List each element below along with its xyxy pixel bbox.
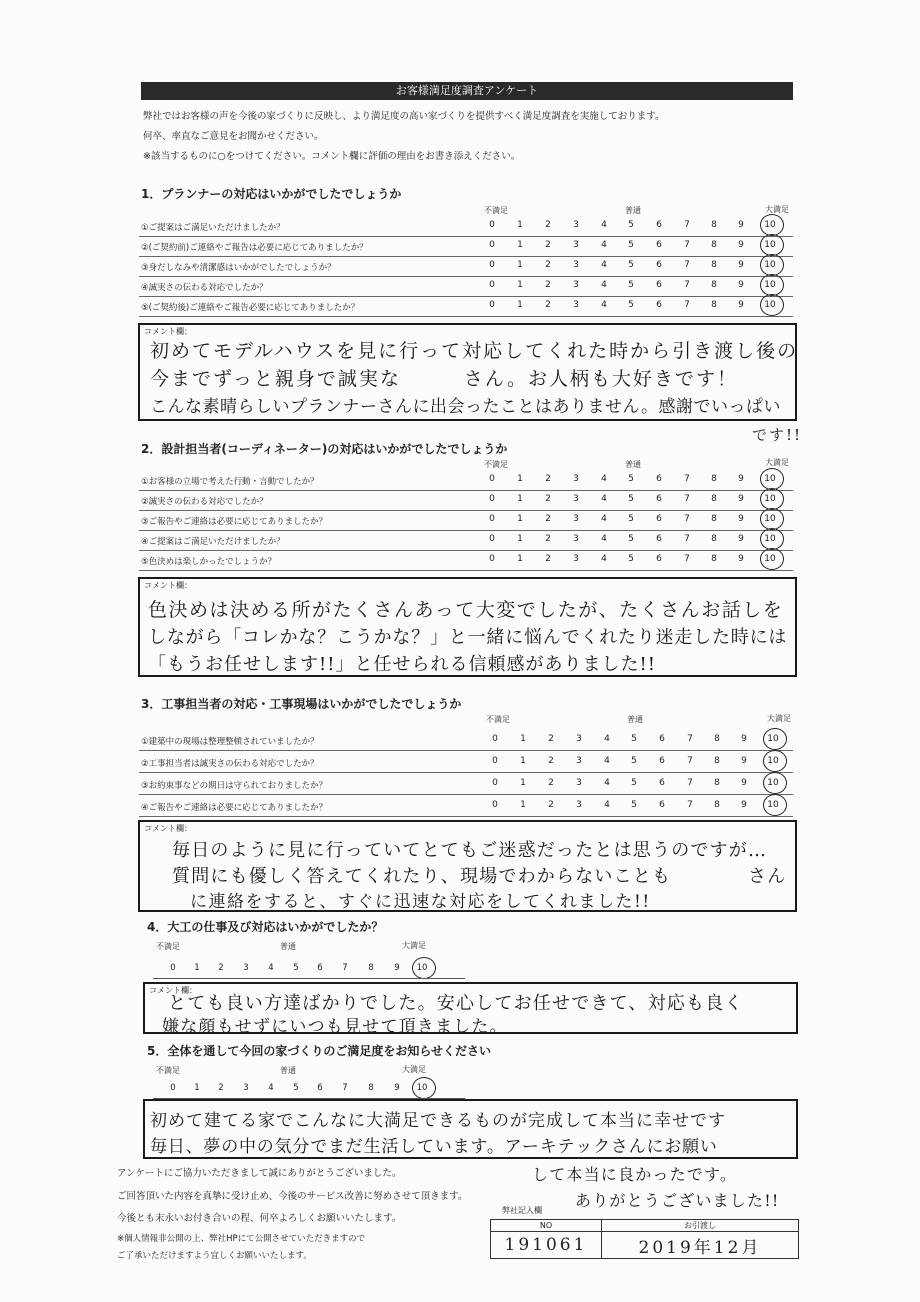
question-text: ④ご報告やご連絡は必要に応じてありましたか？ <box>141 803 328 813</box>
scale-number[interactable]: 8 <box>711 474 717 484</box>
scale-number[interactable]: 9 <box>738 220 744 230</box>
selected-score-circle <box>763 772 787 794</box>
scale-number[interactable]: 4 <box>604 800 610 810</box>
handwritten-comment: 嫌な顔もせずにいつも見せて頂きました。 <box>162 1017 508 1037</box>
scale-number[interactable]: 2 <box>545 300 551 310</box>
scale-number[interactable]: 0 <box>489 554 495 564</box>
scale-number[interactable]: 3 <box>573 534 579 544</box>
scale-number[interactable]: 9 <box>738 514 744 524</box>
scale-number[interactable]: 8 <box>714 778 720 788</box>
scale-high-label: 大満足 <box>765 205 789 214</box>
scale-number[interactable]: 7 <box>342 1083 348 1093</box>
handwritten-comment: 初めてモデルハウスを見に行って対応してくれた時から引き渡し後の <box>150 340 799 362</box>
scale-number[interactable]: 0 <box>489 300 495 310</box>
footer-note-1: ※個人情報非公開の上、弊社HPにて公開させていただきますので <box>117 1234 366 1244</box>
scale-number[interactable]: 4 <box>601 494 607 504</box>
scale-number[interactable]: 5 <box>293 1083 299 1093</box>
question-text: ③ご報告やご連絡は必要に応じてありましたか？ <box>141 517 328 527</box>
scale-number[interactable]: 2 <box>548 756 554 766</box>
question-text: ②(ご契約前)ご連絡やご報告は必要に応じてありましたか？ <box>141 243 368 253</box>
scale-number[interactable]: 7 <box>684 280 690 290</box>
intro-line-1: 弊社ではお客様の声を今後の家づくりに反映し、より満足度の高い家づくりを提供すべく満足度調査を実施しております。 <box>143 111 665 122</box>
scale-number[interactable]: 6 <box>659 778 665 788</box>
scale-number[interactable]: 1 <box>517 220 523 230</box>
scale-number[interactable]: 2 <box>548 800 554 810</box>
scale-number[interactable]: 3 <box>576 734 582 744</box>
scale-number[interactable]: 7 <box>687 756 693 766</box>
question-row <box>139 774 793 795</box>
scale-number[interactable]: 6 <box>656 220 662 230</box>
scale-number[interactable]: 7 <box>687 778 693 788</box>
handwritten-comment: 色決めは決める所がたくさんあって大変でしたが、たくさんお話しを <box>148 599 784 621</box>
scale-number[interactable]: 5 <box>628 494 634 504</box>
scale-number[interactable]: 4 <box>604 756 610 766</box>
scale-number[interactable]: 0 <box>492 734 498 744</box>
scale-number[interactable]: 5 <box>631 800 637 810</box>
scale-number[interactable]: 1 <box>517 260 523 270</box>
scale-number[interactable]: 8 <box>711 300 717 310</box>
scale-number[interactable]: 8 <box>714 800 720 810</box>
footer-note-2: ご了承いただけますよう宜しくお願いいたします。 <box>117 1251 312 1261</box>
scale-number[interactable]: 0 <box>492 778 498 788</box>
scale-number[interactable]: 3 <box>576 778 582 788</box>
scale-number[interactable]: 10 <box>416 1083 428 1093</box>
scale-number[interactable]: 2 <box>545 220 551 230</box>
scale-number[interactable]: 4 <box>601 220 607 230</box>
scale-number[interactable]: 3 <box>573 280 579 290</box>
footer-line-2: ご回答頂いた内容を真摯に受け止め、今後のサービス改善に努めさせて頂きます。 <box>117 1191 468 1202</box>
scale-low-label: 不満足 <box>156 942 180 951</box>
selected-score-circle <box>412 957 436 979</box>
question-text: ①ご提案はご満足いただけましたか？ <box>141 223 285 233</box>
question-row <box>139 550 793 571</box>
selected-score-circle <box>763 728 787 750</box>
scale-mid-label: 普通 <box>625 460 641 469</box>
scale-number[interactable]: 5 <box>628 220 634 230</box>
scale-number[interactable]: 3 <box>573 554 579 564</box>
scale-number[interactable]: 0 <box>492 800 498 810</box>
scale-number[interactable]: 5 <box>628 474 634 484</box>
scale-mid-label: 普通 <box>280 942 296 951</box>
scale-number[interactable]: 10 <box>764 280 776 290</box>
handwritten-comment: 質問にも優しく答えてくれたり、現場でわからないことも さん <box>172 866 787 887</box>
scale-number[interactable]: 3 <box>573 220 579 230</box>
scale-number[interactable]: 8 <box>711 534 717 544</box>
selected-score-circle <box>760 528 784 550</box>
scale-number[interactable]: 7 <box>687 800 693 810</box>
scale-number[interactable]: 7 <box>684 534 690 544</box>
scale-number[interactable]: 6 <box>656 474 662 484</box>
scale-number[interactable]: 2 <box>545 240 551 250</box>
scale-number[interactable]: 1 <box>520 800 526 810</box>
scale-number[interactable]: 2 <box>545 280 551 290</box>
office-use-table <box>490 1219 799 1259</box>
question-row <box>139 470 793 491</box>
office-box-label: 弊社記入欄 <box>502 1206 542 1215</box>
scale-number[interactable]: 4 <box>601 300 607 310</box>
delivery-header: お引渡し <box>602 1220 799 1232</box>
scale-number[interactable]: 6 <box>656 494 662 504</box>
scale-number[interactable]: 2 <box>218 963 224 973</box>
scale-number[interactable]: 9 <box>741 756 747 766</box>
scale-mid-label: 普通 <box>280 1066 296 1075</box>
scale-number[interactable]: 5 <box>293 963 299 973</box>
scale-number[interactable]: 1 <box>520 778 526 788</box>
scale-number[interactable]: 4 <box>268 963 274 973</box>
scale-number[interactable]: 3 <box>573 494 579 504</box>
scale-number[interactable]: 1 <box>194 963 200 973</box>
handwritten-comment: しながら「コレかな？こうかな？」と一緒に悩んでくれたり迷走した時には <box>148 627 788 648</box>
scale-number[interactable]: 2 <box>548 778 554 788</box>
scale-number[interactable]: 0 <box>170 963 176 973</box>
scale-number[interactable]: 2 <box>545 514 551 524</box>
selected-score-circle <box>760 548 784 570</box>
scale-low-label: 不満足 <box>484 206 508 215</box>
scale-number[interactable]: 10 <box>764 300 776 310</box>
scale-number[interactable]: 9 <box>738 474 744 484</box>
scale-number[interactable]: 10 <box>764 260 776 270</box>
question-text: ④誠実さの伝わる対応でしたか？ <box>141 283 268 293</box>
scale-number[interactable]: 5 <box>628 554 634 564</box>
scale-number[interactable]: 0 <box>489 514 495 524</box>
selected-score-circle <box>760 508 784 530</box>
scale-mid-label: 普通 <box>627 715 643 724</box>
scale-number[interactable]: 10 <box>767 734 779 744</box>
handwritten-comment: 「もうお任せします!!」と任せられる信頼感がありました!! <box>148 654 656 675</box>
question-row <box>139 296 793 317</box>
scale-number[interactable]: 3 <box>243 1083 249 1093</box>
comment-label: コメント欄： <box>149 986 197 995</box>
scale-number[interactable]: 8 <box>711 514 717 524</box>
scale-number[interactable]: 9 <box>738 240 744 250</box>
scale-number[interactable]: 8 <box>714 756 720 766</box>
question-text: ③身だしなみや清潔感はいかがでしたでしょうか？ <box>141 263 336 273</box>
question-row <box>139 752 793 773</box>
scale-number[interactable]: 4 <box>601 474 607 484</box>
scale-number[interactable]: 0 <box>489 280 495 290</box>
scale-number[interactable]: 6 <box>317 1083 323 1093</box>
question-text: ③お約束事などの期日は守られておりましたか？ <box>141 781 328 791</box>
scale-number[interactable]: 6 <box>659 734 665 744</box>
scale-number[interactable]: 6 <box>656 300 662 310</box>
scale-number[interactable]: 1 <box>520 734 526 744</box>
question-row <box>139 490 793 511</box>
selected-score-circle <box>760 488 784 510</box>
scale-number[interactable]: 5 <box>628 300 634 310</box>
comment-label: コメント欄： <box>144 581 192 590</box>
scale-high-label: 大満足 <box>767 714 791 723</box>
selected-score-circle <box>760 214 784 236</box>
question-row <box>139 256 793 277</box>
scale-number[interactable]: 9 <box>741 734 747 744</box>
scale-number[interactable]: 8 <box>711 280 717 290</box>
no-header: NO <box>491 1220 602 1232</box>
comment-label: コメント欄： <box>144 327 192 336</box>
scale-number[interactable]: 1 <box>517 554 523 564</box>
handwritten-comment: 毎日のように見に行っていてとてもご迷惑だったとは思うのですが… <box>172 840 768 861</box>
selected-score-circle <box>760 274 784 296</box>
scale-number[interactable]: 9 <box>738 300 744 310</box>
scale-number[interactable]: 3 <box>573 474 579 484</box>
scale-number[interactable]: 8 <box>711 260 717 270</box>
scale-number[interactable]: 1 <box>520 756 526 766</box>
scale-number[interactable]: 10 <box>767 756 779 766</box>
scale-number[interactable]: 0 <box>489 494 495 504</box>
scale-number[interactable]: 9 <box>738 554 744 564</box>
scale-number[interactable]: 7 <box>684 240 690 250</box>
scale-number[interactable]: 7 <box>687 734 693 744</box>
scale-number[interactable]: 4 <box>601 514 607 524</box>
scale-high-label: 大満足 <box>765 458 789 467</box>
scale-number[interactable]: 4 <box>604 778 610 788</box>
scale-number[interactable]: 2 <box>545 474 551 484</box>
selected-score-circle <box>760 294 784 316</box>
handwritten-comment: とても良い方達ばかりでした。安心してお任せできて、対応も良く <box>168 993 744 1014</box>
scale-number[interactable]: 0 <box>489 260 495 270</box>
scale-number[interactable]: 0 <box>489 534 495 544</box>
scale-number[interactable]: 1 <box>517 300 523 310</box>
question-text: ①お客様の立場で考えた行動・言動でしたか？ <box>141 477 319 487</box>
intro-line-2: 何卒、率直なご意見をお聞かせください。 <box>143 131 324 142</box>
scale-number[interactable]: 5 <box>631 756 637 766</box>
scale-number[interactable]: 10 <box>764 494 776 504</box>
scale-low-label: 不満足 <box>484 460 508 469</box>
question-row <box>139 216 793 237</box>
scale-number[interactable]: 7 <box>684 514 690 524</box>
scale-number[interactable]: 8 <box>711 240 717 250</box>
scale-number[interactable]: 6 <box>659 800 665 810</box>
section-5-heading: 5．全体を通して今回の家づくりのご満足度をお知らせください <box>147 1044 491 1058</box>
scale-number[interactable]: 0 <box>492 756 498 766</box>
scale-number[interactable]: 2 <box>548 734 554 744</box>
delivery-date-value: 2019年12月 <box>602 1232 799 1259</box>
scale-number[interactable]: 3 <box>573 240 579 250</box>
selected-score-circle <box>760 468 784 490</box>
scale-mid-label: 普通 <box>625 206 641 215</box>
scale-number[interactable]: 1 <box>517 240 523 250</box>
scale-number[interactable]: 4 <box>601 260 607 270</box>
handwritten-comment: に連絡をすると、すぐに迅速な対応をしてくれました!! <box>190 892 651 912</box>
scale-number[interactable]: 10 <box>416 963 428 973</box>
scale-number[interactable]: 6 <box>656 260 662 270</box>
scale-number[interactable]: 3 <box>573 260 579 270</box>
question-text: ⑤色決めは楽しかったでしょうか？ <box>141 557 277 567</box>
scale-number[interactable]: 2 <box>218 1083 224 1093</box>
scale-number[interactable]: 3 <box>576 800 582 810</box>
scale-number[interactable]: 4 <box>601 280 607 290</box>
scale-number[interactable]: 10 <box>767 778 779 788</box>
footer-line-3: 今後とも末永いお付き合いの程、何卒よろしくお願いいたします。 <box>117 1213 402 1224</box>
section-3-heading: 3．工事担当者の対応・工事現場はいかがでしたでしょうか <box>141 697 462 711</box>
scale-number[interactable]: 0 <box>489 474 495 484</box>
section-2-heading: 2．設計担当者(コーディネーター)の対応はいかがでしたでしょうか <box>141 442 508 456</box>
scale-number[interactable]: 9 <box>741 778 747 788</box>
selected-score-circle <box>763 794 787 816</box>
scale-number[interactable]: 1 <box>517 534 523 544</box>
scale-number[interactable]: 7 <box>684 260 690 270</box>
scale-number[interactable]: 4 <box>268 1083 274 1093</box>
footer-line-1: アンケートにご協力いただきまして誠にありがとうございました。 <box>117 1168 402 1179</box>
no-value: 191061 <box>491 1232 602 1259</box>
scale-number[interactable]: 6 <box>656 514 662 524</box>
scale-number[interactable]: 4 <box>601 534 607 544</box>
scale-high-label: 大満足 <box>402 941 426 950</box>
scale-number[interactable]: 2 <box>545 494 551 504</box>
scale-number[interactable]: 5 <box>631 778 637 788</box>
scale-number[interactable]: 10 <box>764 474 776 484</box>
handwritten-comment: して本当に良かったです。 <box>532 1165 738 1184</box>
scale-number[interactable]: 8 <box>711 554 717 564</box>
question-text: ④ご提案はご満足いただけましたか？ <box>141 537 285 547</box>
scale-number[interactable]: 8 <box>368 963 374 973</box>
scale-number[interactable]: 7 <box>684 474 690 484</box>
scale-number[interactable]: 6 <box>659 756 665 766</box>
scale-number[interactable]: 1 <box>517 494 523 504</box>
scale-number[interactable]: 9 <box>394 963 400 973</box>
handwritten-comment: 毎日、夢の中の気分でまだ生活しています。アーキテックさんにお願い <box>150 1137 718 1157</box>
scale-number[interactable]: 0 <box>170 1083 176 1093</box>
scale-number[interactable]: 7 <box>684 494 690 504</box>
scale-number[interactable]: 10 <box>767 800 779 810</box>
selected-score-circle <box>412 1077 436 1099</box>
scale-number[interactable]: 2 <box>545 534 551 544</box>
scale-number[interactable]: 3 <box>573 300 579 310</box>
question-text: ①建築中の現場は整理整頓されていましたか？ <box>141 737 319 747</box>
scale-number[interactable]: 9 <box>738 494 744 504</box>
handwritten-comment: 初めて建てる家でこんなに大満足できるものが完成して本当に幸せです <box>150 1111 726 1131</box>
scale-number[interactable]: 3 <box>573 514 579 524</box>
scale-number[interactable]: 9 <box>738 534 744 544</box>
handwritten-comment: 今までずっと親身で誠実な さん。お人柄も大好きです！ <box>150 368 739 390</box>
scale-number[interactable]: 1 <box>194 1083 200 1093</box>
survey-title: お客様満足度調査アンケート <box>141 82 793 100</box>
scale-number[interactable]: 2 <box>545 260 551 270</box>
section-4-heading: 4．大工の仕事及び対応はいかがでしたか？ <box>147 920 384 934</box>
selected-score-circle <box>760 254 784 276</box>
selected-score-circle <box>760 234 784 256</box>
question-text: ②工事担当者は誠実さの伝わる対応でしたか？ <box>141 759 319 769</box>
handwritten-comment: こんな素晴らしいプランナーさんに出会ったことはありません。感謝でいっぱい <box>150 397 782 417</box>
scale-number[interactable]: 9 <box>738 260 744 270</box>
question-row <box>139 510 793 531</box>
scale-number[interactable]: 8 <box>711 220 717 230</box>
scale-number[interactable]: 9 <box>741 800 747 810</box>
scale-number[interactable]: 6 <box>656 554 662 564</box>
scale-number[interactable]: 10 <box>764 240 776 250</box>
scale-number[interactable]: 10 <box>764 534 776 544</box>
scale-number[interactable]: 3 <box>243 963 249 973</box>
scale-low-label: 不満足 <box>156 1066 180 1075</box>
scale-number[interactable]: 5 <box>628 280 634 290</box>
scale-number[interactable]: 0 <box>489 220 495 230</box>
scale-number[interactable]: 5 <box>631 734 637 744</box>
scale-number[interactable]: 6 <box>656 240 662 250</box>
scale-underline <box>153 978 465 979</box>
scale-number[interactable]: 4 <box>604 734 610 744</box>
question-row <box>139 530 793 551</box>
scale-number[interactable]: 1 <box>517 474 523 484</box>
scale-number[interactable]: 10 <box>764 554 776 564</box>
handwritten-comment: です!! <box>752 426 803 444</box>
scale-number[interactable]: 5 <box>628 534 634 544</box>
scale-number[interactable]: 9 <box>738 280 744 290</box>
question-row <box>139 276 793 297</box>
question-row <box>139 796 793 817</box>
scale-number[interactable]: 7 <box>342 963 348 973</box>
scale-number[interactable]: 5 <box>628 514 634 524</box>
scale-number[interactable]: 9 <box>394 1083 400 1093</box>
question-row <box>139 236 793 257</box>
scale-number[interactable]: 4 <box>601 240 607 250</box>
scale-high-label: 大満足 <box>402 1065 426 1074</box>
intro-line-3: ※該当するものに○をつけてください。コメント欄に評価の理由をお書き添えください。 <box>143 151 521 162</box>
scale-number[interactable]: 1 <box>517 514 523 524</box>
scale-number[interactable]: 7 <box>684 300 690 310</box>
question-text: ②誠実さの伝わる対応でしたか？ <box>141 497 268 507</box>
scale-number[interactable]: 7 <box>684 554 690 564</box>
selected-score-circle <box>763 750 787 772</box>
scale-number[interactable]: 2 <box>545 554 551 564</box>
scale-number[interactable]: 8 <box>711 494 717 504</box>
scale-number[interactable]: 6 <box>656 280 662 290</box>
scale-number[interactable]: 10 <box>764 220 776 230</box>
scale-number[interactable]: 10 <box>764 514 776 524</box>
question-text: ⑤(ご契約後)ご連絡やご報告必要に応じてありましたか？ <box>141 303 360 313</box>
scale-number[interactable]: 1 <box>517 280 523 290</box>
section-1-heading: 1．プランナーの対応はいかがでしたでしょうか <box>141 187 402 201</box>
handwritten-comment: ありがとうございました!! <box>575 1191 780 1210</box>
comment-label: コメント欄： <box>144 824 192 833</box>
scale-number[interactable]: 3 <box>576 756 582 766</box>
question-row <box>139 730 793 751</box>
scale-number[interactable]: 5 <box>628 260 634 270</box>
scale-number[interactable]: 4 <box>601 554 607 564</box>
scale-number[interactable]: 6 <box>317 963 323 973</box>
scale-low-label: 不満足 <box>486 715 510 724</box>
scale-number[interactable]: 8 <box>368 1083 374 1093</box>
scale-number[interactable]: 0 <box>489 240 495 250</box>
scale-number[interactable]: 8 <box>714 734 720 744</box>
scale-number[interactable]: 5 <box>628 240 634 250</box>
scale-number[interactable]: 7 <box>684 220 690 230</box>
scale-number[interactable]: 6 <box>656 534 662 544</box>
